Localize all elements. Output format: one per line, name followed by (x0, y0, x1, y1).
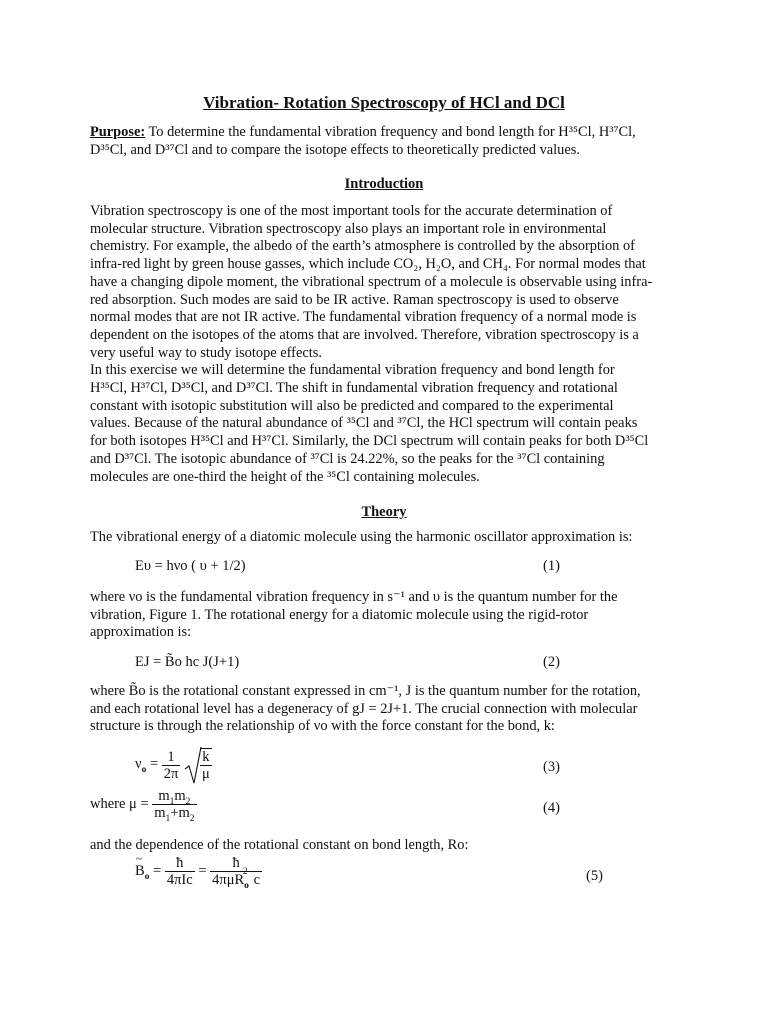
equation-4-fraction: $\frac{m_1m_2}{m_1+m_2}$ (154, 788, 195, 824)
theory-heading: Theory (361, 504, 407, 520)
equation-3-number: (3) (543, 759, 560, 775)
purpose-line-2: D³⁵Cl, and D³⁷Cl and to compare the isotope effects to theoretically predicted values. (90, 141, 580, 158)
equation-3-fraction: $\frac{1}{2\pi}$ (163, 748, 179, 782)
equation-4-number: (4) (543, 800, 560, 816)
theory-line: approximation is: (90, 624, 192, 641)
intro-p2-line: H³⁵Cl, H³⁷Cl, D³⁵Cl, and D³⁷Cl. The shift in fundamental vibration frequency and rotational (90, 380, 618, 397)
theory-line: and each rotational level has a degeneracy of gJ = 2J+1. The crucial connection with molecular (90, 700, 638, 717)
intro-p1-line: have a changing dipole moment, the vibrational spectrum of a molecule is observable using infra- (90, 273, 653, 290)
theory-paragraph-4 (90, 837, 690, 855)
introduction-heading: Introduction (344, 176, 424, 192)
intro-p2-line: molecules are one-third the height of the ³⁵Cl containing molecules. (90, 468, 480, 485)
intro-p2-line: values. Because of the natural abundance of ³⁵Cl and ³⁷Cl, the HCl spectrum will contain peaks (90, 415, 638, 432)
theory-line-1: The vibrational energy of a diatomic molecule using the harmonic oscillator approximation is: (90, 529, 633, 545)
intro-p1-line: dependent on the isotopes of the atoms that are involved. Therefore, vibration spectroscopy is a (90, 326, 639, 343)
intro-p1-line: chemistry. For example, the albedo of the earth’s atmosphere is controlled by the absorption of (90, 238, 635, 255)
equation-2-number: (2) (543, 654, 560, 670)
theory-line: vibration, Figure 1. The rotational energy for a diatomic molecule using the rigid-rotor (90, 606, 589, 623)
purpose-line-1: To determine the fundamental vibration frequency and bond length for H³⁵Cl, H³⁷Cl, (145, 124, 636, 140)
equation-4: where μ = $\frac{m_1m_2}{m_1+m_2}$ (90, 788, 195, 824)
theory-line: where B̃o is the rotational constant expressed in cm⁻¹, J is the quantum number for the rotation, (90, 683, 641, 699)
intro-p1-line: normal modes that are not IR active. The fundamental vibration frequency of a normal mode is (90, 309, 637, 326)
theory-line: and the dependence of the rotational constant on bond length, Ro: (90, 837, 469, 853)
equation-1: Eυ = hνo ( υ + 1/2) (135, 558, 246, 574)
intro-p2-line: for both isotopes H³⁵Cl and H³⁷Cl. Similarly, the DCl spectrum will contain peaks for both D³⁵Cl (90, 433, 649, 450)
purpose-label: Purpose: (90, 124, 146, 140)
document-title: Vibration- Rotation Spectroscopy of HCl and DCl (203, 93, 565, 112)
introduction-paragraph-1 (90, 203, 690, 486)
theory-intro-line (90, 529, 690, 547)
intro-p1-line: infra-red light by green house gasses, which include CO₂, H₂O, and CH₄. For normal modes that (90, 256, 646, 273)
equation-2: EJ = B̃o hc J(J+1) (135, 654, 240, 670)
intro-p1-line: very useful way to study isotope effects. (90, 344, 322, 361)
theory-line: where νo is the fundamental vibration frequency in s⁻¹ and υ is the quantum number for the (90, 589, 618, 605)
intro-p2-line: constant with isotopic substitution will also be predicted and compared to the experimental (90, 397, 614, 414)
theory-line: structure is through the relationship of νo with the force constant for the bond, k: (90, 718, 555, 735)
equation-5-number: (5) (586, 868, 603, 884)
intro-p1-line: red absorption. Such modes are said to be IR active. Raman spectroscopy is used to observe (90, 291, 619, 308)
intro-p2-line: and D³⁷Cl. The isotopic abundance of ³⁷Cl is 24.22%, so the peaks for the ³⁷Cl containing (90, 450, 605, 467)
equation-3: $\nu_o$ = $\frac{1}{2\pi}$ $\frac{k}{\mu}$ (135, 745, 212, 785)
equation-5-fraction-2: $\frac{ħ}{4\pi\mu R_o^2 c}$ (212, 855, 261, 891)
purpose-paragraph (90, 124, 690, 159)
equation-5-fraction-1: $\frac{ħ}{\text{4πIc}}$ (166, 855, 193, 888)
intro-p2-line: In this exercise we will determine the fundamental vibration frequency and bond length for (90, 362, 615, 379)
equation-5: ~ $B_o$ = $\frac{ħ}{\text{4πIc}}$ = $\frac{ħ}{4\pi\mu R_o^2 c}$ (135, 855, 262, 888)
intro-p1-line: Vibration spectroscopy is one of the most important tools for the accurate determination of (90, 203, 613, 219)
theory-paragraph-2 (90, 589, 690, 642)
intro-p1-line: molecular structure. Vibration spectroscopy also plays an important role in environmental (90, 220, 607, 237)
theory-paragraph-3 (90, 683, 690, 736)
equation-1-number: (1) (543, 558, 560, 574)
